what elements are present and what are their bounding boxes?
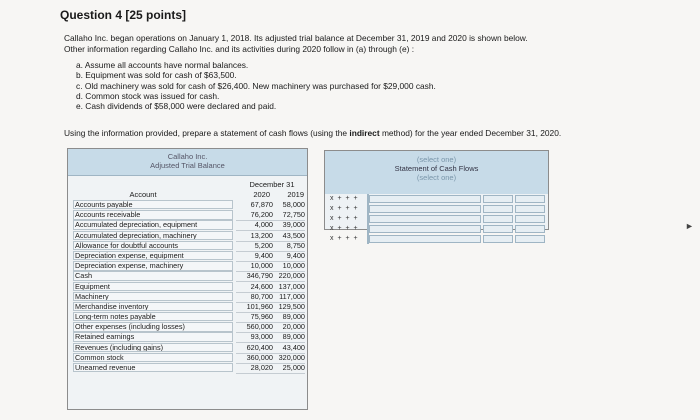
intro-line-1: Callaho Inc. began operations on January 1, 2018. Its adjusted trial balance at December 31, 2019 and 2020 is shown below. bbox=[64, 33, 528, 43]
line-item-select[interactable] bbox=[369, 235, 481, 243]
year-2019-header: 2019 bbox=[287, 190, 304, 199]
value-2020: 75,960 bbox=[236, 312, 273, 323]
account-name: Accounts receivable bbox=[73, 210, 233, 219]
table-row bbox=[73, 261, 305, 271]
company-name: Callaho Inc. bbox=[167, 152, 208, 161]
account-name: Long-term notes payable bbox=[73, 312, 233, 321]
value-2019: 43,500 bbox=[273, 231, 305, 242]
date-header: December 31 bbox=[249, 180, 295, 189]
account-name: Accumulated depreciation, machinery bbox=[73, 231, 233, 240]
value-2020: 76,200 bbox=[236, 210, 273, 221]
value-2019: 89,000 bbox=[273, 312, 305, 323]
row-controls[interactable]: x + + + bbox=[330, 225, 359, 232]
value-2020: 620,400 bbox=[236, 343, 273, 354]
total-input[interactable] bbox=[515, 225, 545, 233]
table-row bbox=[73, 271, 305, 281]
account-name: Allowance for doubtful accounts bbox=[73, 241, 233, 250]
value-2019: 43,400 bbox=[273, 343, 305, 354]
table-row bbox=[73, 312, 305, 322]
table-row bbox=[73, 251, 305, 261]
table-row bbox=[73, 220, 305, 230]
instruction-post: method) for the year ended December 31, 2020. bbox=[379, 128, 562, 138]
value-2019: 58,000 bbox=[282, 200, 305, 209]
account-name: Revenues (including gains) bbox=[73, 343, 233, 352]
value-2019: 137,000 bbox=[273, 282, 305, 293]
account-name: Machinery bbox=[73, 292, 233, 301]
info-item-e: e. Cash dividends of $58,000 were declared and paid. bbox=[76, 101, 277, 112]
value-2019: 9,400 bbox=[273, 251, 305, 262]
amount-input[interactable] bbox=[483, 205, 513, 213]
cash-flow-row bbox=[327, 214, 548, 224]
total-input[interactable] bbox=[515, 215, 545, 223]
cash-flow-row bbox=[327, 194, 548, 204]
table-row bbox=[73, 200, 305, 210]
amount-input[interactable] bbox=[483, 225, 513, 233]
value-2020: 10,000 bbox=[236, 261, 273, 272]
table-row bbox=[73, 343, 305, 353]
question-title: Question 4 [25 points] bbox=[60, 8, 187, 22]
row-controls[interactable]: x + + + bbox=[330, 235, 359, 242]
value-2020: 5,200 bbox=[236, 241, 273, 252]
table-row bbox=[73, 363, 305, 373]
value-2019: 8,750 bbox=[273, 241, 305, 252]
cash-flow-statement bbox=[324, 150, 549, 242]
info-item-b: b. Equipment was sold for cash of $63,500. bbox=[76, 70, 237, 81]
value-2020: 24,600 bbox=[236, 282, 273, 293]
line-item-select[interactable] bbox=[369, 195, 481, 203]
table-row bbox=[73, 292, 305, 302]
value-2020: 360,000 bbox=[236, 353, 273, 364]
period-select-dropdown[interactable]: (select one) bbox=[416, 173, 457, 182]
table-row bbox=[73, 332, 305, 342]
cash-flow-row bbox=[327, 224, 548, 234]
question-intro bbox=[64, 33, 664, 54]
value-2019: 25,000 bbox=[273, 363, 305, 374]
value-2020: 93,000 bbox=[236, 332, 273, 343]
amount-input[interactable] bbox=[483, 235, 513, 243]
account-name: Common stock bbox=[73, 353, 233, 362]
value-2020: 560,000 bbox=[236, 322, 273, 333]
line-item-select[interactable] bbox=[369, 225, 481, 233]
account-name: Equipment bbox=[73, 282, 233, 291]
row-controls[interactable]: x + + + bbox=[330, 195, 359, 202]
value-2020: 13,200 bbox=[236, 231, 273, 242]
statement-title: Statement of Cash Flows bbox=[394, 164, 479, 173]
intro-line-2: Other information regarding Callaho Inc. and its activities during 2020 follow in (a) through (e) : bbox=[64, 43, 415, 54]
info-item-c: c. Old machinery was sold for cash of $26,400. New machinery was purchased for $29,000 cash. bbox=[76, 80, 436, 91]
value-2020: 346,790 bbox=[236, 271, 273, 282]
trial-balance-rows bbox=[73, 200, 305, 373]
amount-input[interactable] bbox=[483, 215, 513, 223]
total-input[interactable] bbox=[515, 235, 545, 243]
account-name: Other expenses (including losses) bbox=[73, 322, 233, 331]
mouse-cursor-icon: ► bbox=[685, 221, 694, 231]
info-item-d: d. Common stock was issued for cash. bbox=[76, 90, 220, 101]
total-input[interactable] bbox=[515, 205, 545, 213]
instruction bbox=[64, 128, 694, 139]
value-2019: 220,000 bbox=[273, 271, 305, 282]
amount-input[interactable] bbox=[483, 195, 513, 203]
year-2020-header: 2020 bbox=[253, 190, 270, 199]
value-2019: 89,000 bbox=[273, 332, 305, 343]
info-items bbox=[76, 60, 436, 111]
cash-flow-rows bbox=[327, 194, 548, 244]
account-name: Merchandise inventory bbox=[73, 302, 233, 311]
table-row bbox=[73, 353, 305, 363]
account-column-header: Account bbox=[129, 190, 157, 199]
value-2019: 39,000 bbox=[273, 220, 305, 231]
account-name: Depreciation expense, machinery bbox=[73, 261, 233, 270]
account-name: Depreciation expense, equipment bbox=[73, 251, 233, 260]
value-2020: 67,870 bbox=[250, 200, 273, 209]
value-2019: 320,000 bbox=[273, 353, 305, 364]
value-2020: 101,960 bbox=[236, 302, 273, 313]
table-row bbox=[73, 302, 305, 312]
trial-balance-subtitle: Adjusted Trial Balance bbox=[150, 161, 225, 170]
account-name: Unearned revenue bbox=[73, 363, 233, 372]
value-2020: 9,400 bbox=[236, 251, 273, 262]
info-item-a: a. Assume all accounts have normal balances. bbox=[76, 60, 249, 70]
line-item-select[interactable] bbox=[369, 215, 481, 223]
account-name: Retained earnings bbox=[73, 332, 233, 341]
row-controls[interactable]: x + + + bbox=[330, 205, 359, 212]
instruction-pre: Using the information provided, prepare a statement of cash flows (using the bbox=[64, 128, 350, 138]
table-row bbox=[73, 282, 305, 292]
account-name: Cash bbox=[73, 271, 233, 280]
value-2019: 10,000 bbox=[273, 261, 305, 272]
line-item-select[interactable] bbox=[369, 205, 481, 213]
trial-balance-table bbox=[67, 148, 308, 410]
table-row bbox=[73, 322, 305, 332]
value-2020: 28,020 bbox=[236, 363, 273, 374]
company-select-dropdown[interactable]: (select one) bbox=[416, 155, 457, 164]
instruction-bold: indirect bbox=[349, 128, 380, 138]
value-2019: 72,750 bbox=[273, 210, 305, 221]
cash-flow-row bbox=[327, 234, 548, 244]
table-row bbox=[73, 231, 305, 241]
table-row bbox=[73, 241, 305, 251]
value-2020: 4,000 bbox=[236, 220, 273, 231]
cash-flow-header bbox=[325, 151, 548, 194]
row-controls[interactable]: x + + + bbox=[330, 215, 359, 222]
account-name: Accumulated depreciation, equipment bbox=[73, 220, 233, 229]
value-2020: 80,700 bbox=[236, 292, 273, 303]
account-name: Accounts payable bbox=[73, 200, 233, 209]
value-2019: 129,500 bbox=[273, 302, 305, 313]
trial-balance-header bbox=[68, 149, 307, 176]
cash-flow-row bbox=[327, 204, 548, 214]
table-row bbox=[73, 210, 305, 220]
value-2019: 117,000 bbox=[273, 292, 305, 303]
total-input[interactable] bbox=[515, 195, 545, 203]
value-2019: 20,000 bbox=[273, 322, 305, 333]
